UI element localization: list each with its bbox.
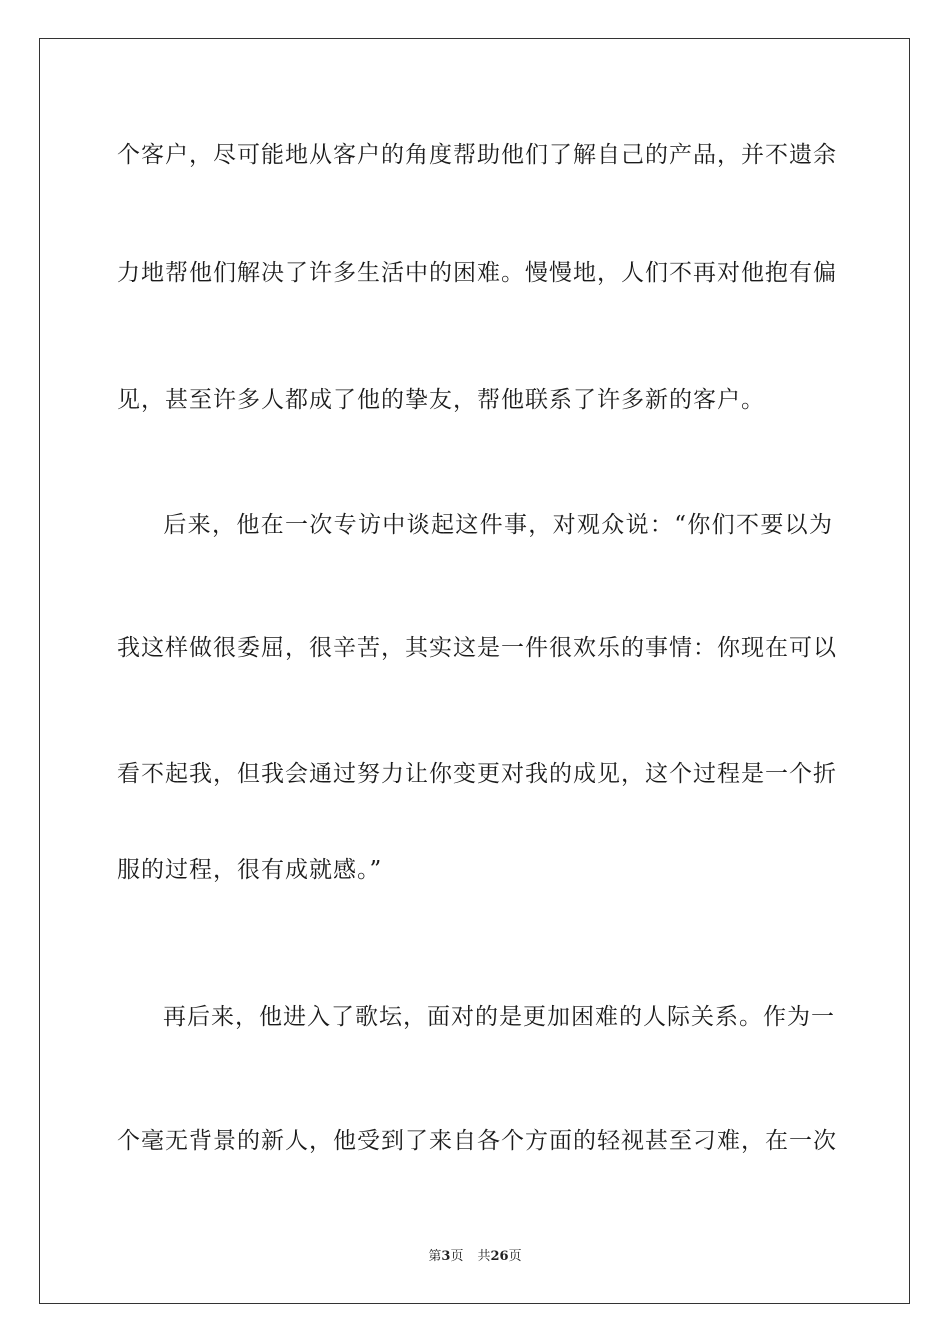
page-footer xyxy=(0,1248,950,1266)
body-line: 力地帮他们解决了许多生活中的困难。慢慢地，人们不再对他抱有偏 xyxy=(117,260,837,286)
footer-total-prefix: 共 xyxy=(477,1249,491,1264)
paragraph-start-line xyxy=(117,510,833,540)
footer-total-suffix: 页 xyxy=(508,1249,522,1264)
paragraph-start-line xyxy=(117,1002,833,1032)
footer-page-number: 3 xyxy=(441,1249,451,1264)
body-line: 个毫无背景的新人，他受到了来自各个方面的轻视甚至刁难，在一次 xyxy=(117,1128,837,1154)
footer-total-pages: 26 xyxy=(490,1249,509,1264)
body-line: 看不起我，但我会通过努力让你变更对我的成见，这个过程是一个折 xyxy=(117,761,837,787)
body-line-text: 再后来，他进入了歌坛，面对的是更加困难的人际关系。作为一 xyxy=(163,1004,835,1030)
body-line: 服的过程，很有成就感。” xyxy=(117,857,383,883)
body-line: 我这样做很委屈，很辛苦，其实这是一件很欢乐的事情：你现在可以 xyxy=(117,635,837,661)
body-line: 见，甚至许多人都成了他的挚友，帮他联系了许多新的客户。 xyxy=(117,387,765,413)
footer-page-prefix: 第 xyxy=(428,1249,442,1264)
footer-page-suffix: 页 xyxy=(450,1249,464,1264)
body-line-text: 后来，他在一次专访中谈起这件事，对观众说：“你们不要以为 xyxy=(163,512,833,538)
body-line: 个客户，尽可能地从客户的角度帮助他们了解自己的产品，并不遗余 xyxy=(117,142,837,168)
page-border xyxy=(39,38,910,1304)
